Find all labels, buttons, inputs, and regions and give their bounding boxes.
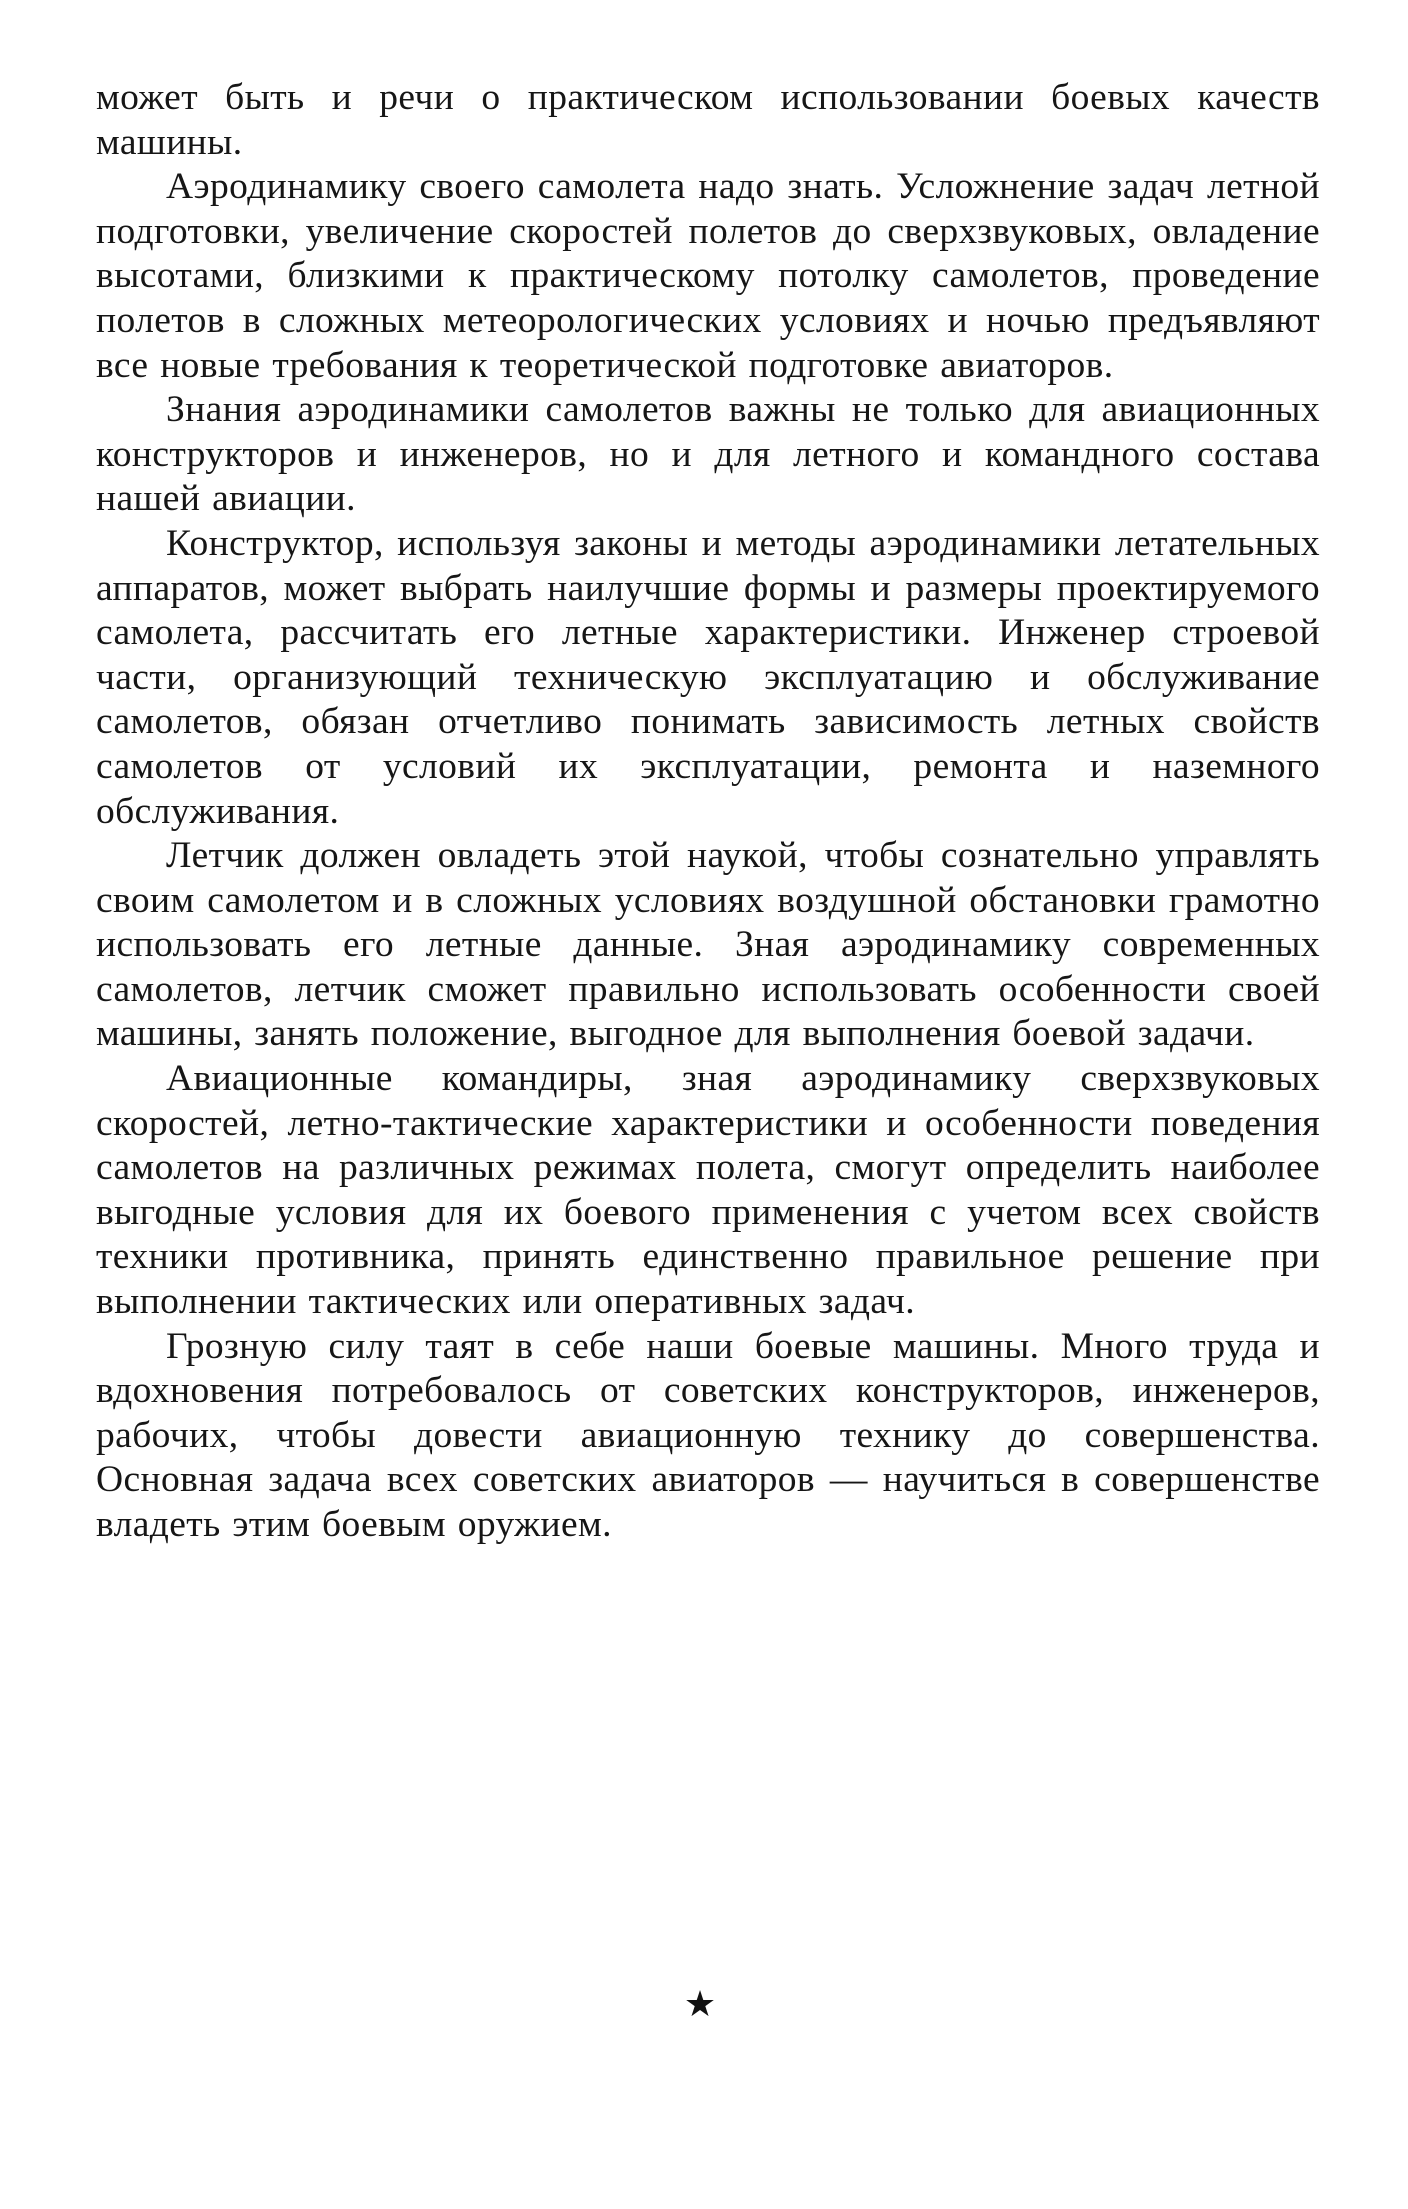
paragraph: Летчик должен овладеть этой наукой, чтобы сознательно управлять своим самолетом и в сложных условиях воздушной обстановки грамотно использовать его летные данные. Зная аэродинамику современных самолетов, летчик сможет правильно использовать особенности своей машины, занять положение, выгодное для выполнения боевой задачи. [96, 835, 1320, 1055]
paragraph: Знания аэродинамики самолетов важны не только для авиационных конструкторов и инженеров, но и для летного и командного состава нашей авиации. [96, 389, 1320, 520]
paragraph: Грозную силу таят в себе наши боевые машины. Много труда и вдохновения потребовалось от советских конструкторов, инженеров, рабочих, чтобы довести авиационную технику до совершенства. Основная задача всех советских авиаторов — научиться в совершенстве владеть этим боевым оружием. [96, 1325, 1320, 1545]
paragraph-continuation: может быть и речи о практическом использовании боевых качеств машины. [96, 77, 1320, 163]
paragraph: Аэродинамику своего самолета надо знать. Усложнение задач летной подготовки, увеличение скоростей полетов до сверхзвуковых, овладение высотами, близкими к практическому потолку самолетов, проведение полетов в сложных метеорологических условиях и ночью предъявляют все новые требования к теоретической подготовке авиаторов. [96, 166, 1320, 386]
page-body [96, 76, 1320, 1548]
paragraph: Конструктор, используя законы и методы аэродинамики летательных аппаратов, может выбрать наилучшие формы и размеры проектируемого самолета, рассчитать его летные характеристики. Инженер строевой части, организующий техническую эксплуатацию и обслуживание самолетов, обязан отчетливо понимать зависимость летных свойств самолетов от условий их эксплуатации, ремонта и наземного обслуживания. [96, 522, 1320, 832]
paragraph: Авиационные командиры, зная аэродинамику сверхзвуковых скоростей, летно-тактические характеристики и особенности поведения самолетов на различных режимах полета, смогут определить наиболее выгодные условия для их боевого применения с учетом всех свойств техники противника, принять единственно правильное решение при выполнении тактических или оперативных задач. [96, 1058, 1320, 1323]
star-ornament-icon: ★ [683, 1984, 717, 2025]
